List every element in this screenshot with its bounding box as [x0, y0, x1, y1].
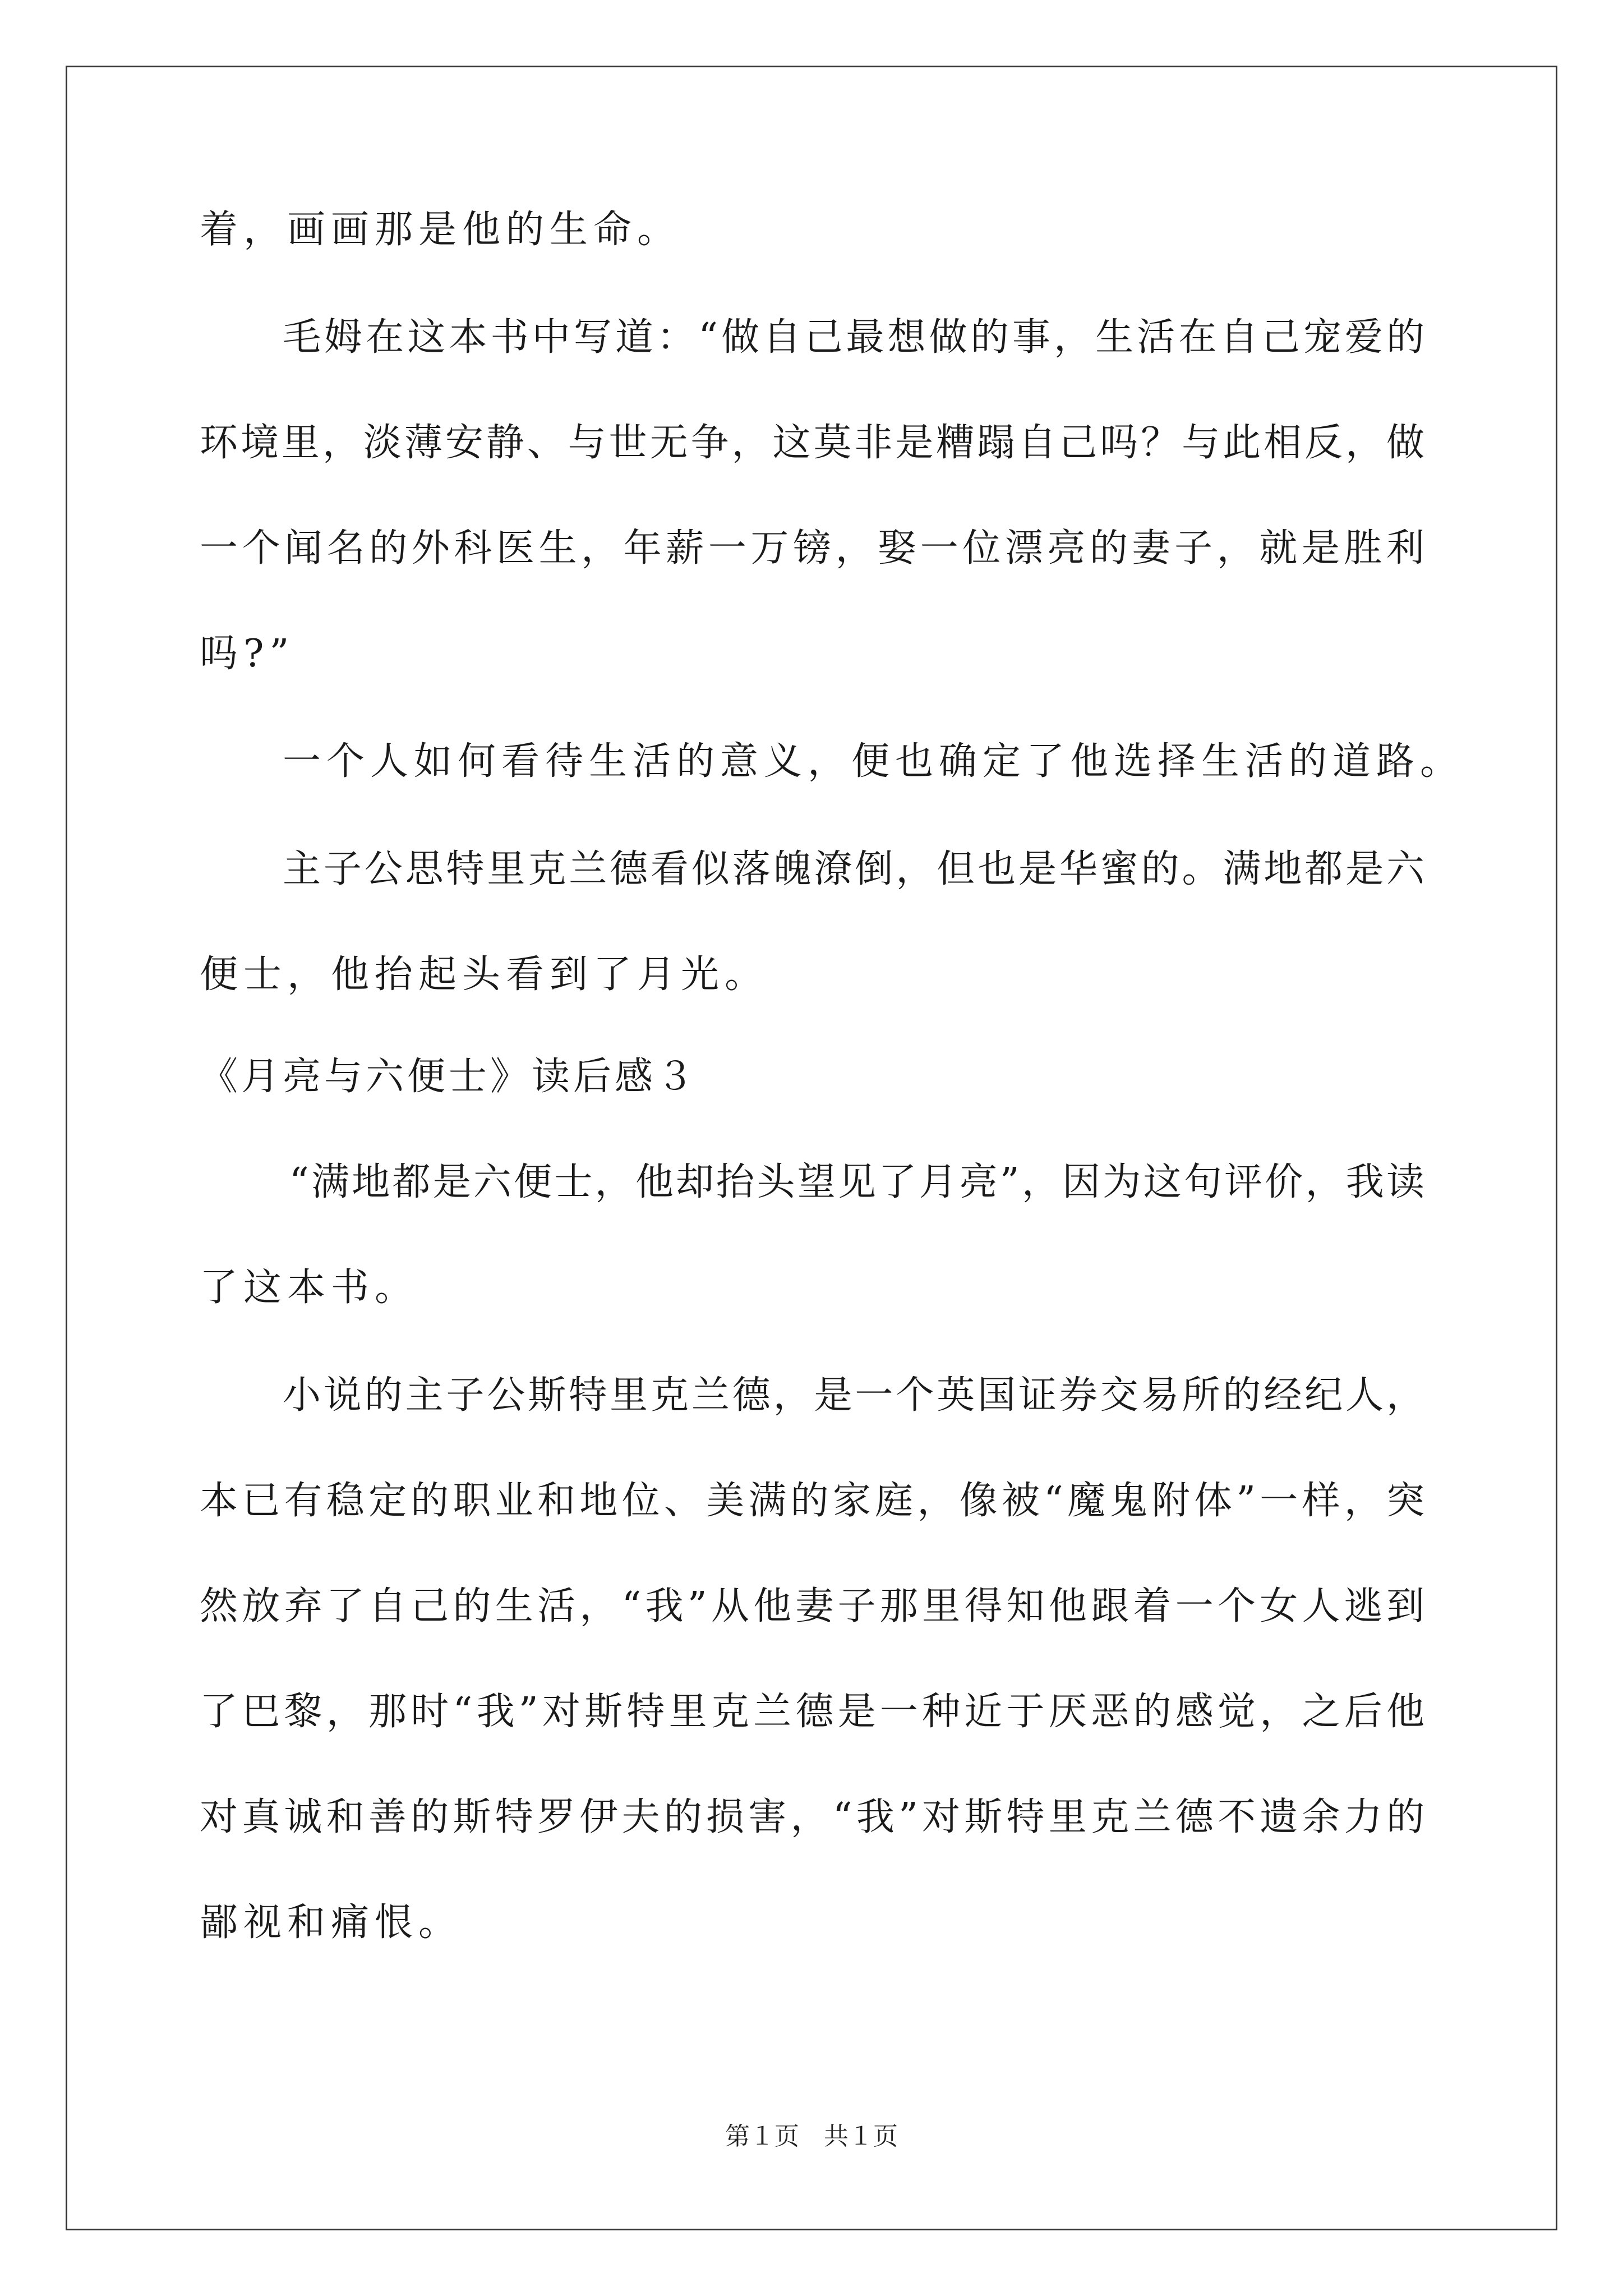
paragraph-line: 本已有稳定的职业和地位、美满的家庭，像被“魔鬼附体”一样，突 — [200, 1479, 1424, 1523]
paragraph-line: 小说的主子公斯特里克兰德，是一个英国证券交易所的经纪人， — [283, 1373, 1424, 1418]
paragraph-line: 主子公思特里克兰德看似落魄潦倒，但也是华蜜的。满地都是六 — [283, 847, 1424, 891]
paragraph-line: 吗?” — [200, 632, 295, 676]
paragraph-line: 鄙视和痛恨。 — [200, 1901, 463, 1945]
page-footer: 第１页 共１页 — [725, 2122, 898, 2151]
paragraph-line: 着，画画那是他的生命。 — [200, 208, 681, 252]
section-heading: 《月亮与六便士》读后感３ — [200, 1055, 698, 1099]
paragraph-line: 一个闻名的外科医生，年薪一万镑，娶一位漂亮的妻子，就是胜利 — [200, 526, 1424, 570]
paragraph-line: “满地都是六便士，他却抬头望见了月亮”，因为这句评价，我读 — [289, 1160, 1424, 1204]
paragraph-line: 了巴黎，那时“我”对斯特里克兰德是一种近于厌恶的感觉，之后他 — [200, 1690, 1424, 1734]
paragraph-line: 一个人如何看待生活的意义，便也确定了他选择生活的道路。 — [283, 739, 1464, 784]
paragraph-line: 了这本书。 — [200, 1266, 419, 1310]
paragraph-line: 毛姆在这本书中写道：“做自己最想做的事，生活在自己宠爱的 — [283, 315, 1424, 360]
paragraph-line: 然放弃了自己的生活，“我”从他妻子那里得知他跟着一个女人逃到 — [200, 1584, 1424, 1628]
paragraph-line: 便士，他抬起头看到了月光。 — [200, 953, 769, 997]
paragraph-line: 对真诚和善的斯特罗伊夫的损害，“我”对斯特里克兰德不遗余力的 — [200, 1795, 1424, 1839]
paragraph-line: 环境里，淡薄安静、与世无争，这莫非是糟蹋自己吗？与此相反，做 — [200, 421, 1424, 465]
